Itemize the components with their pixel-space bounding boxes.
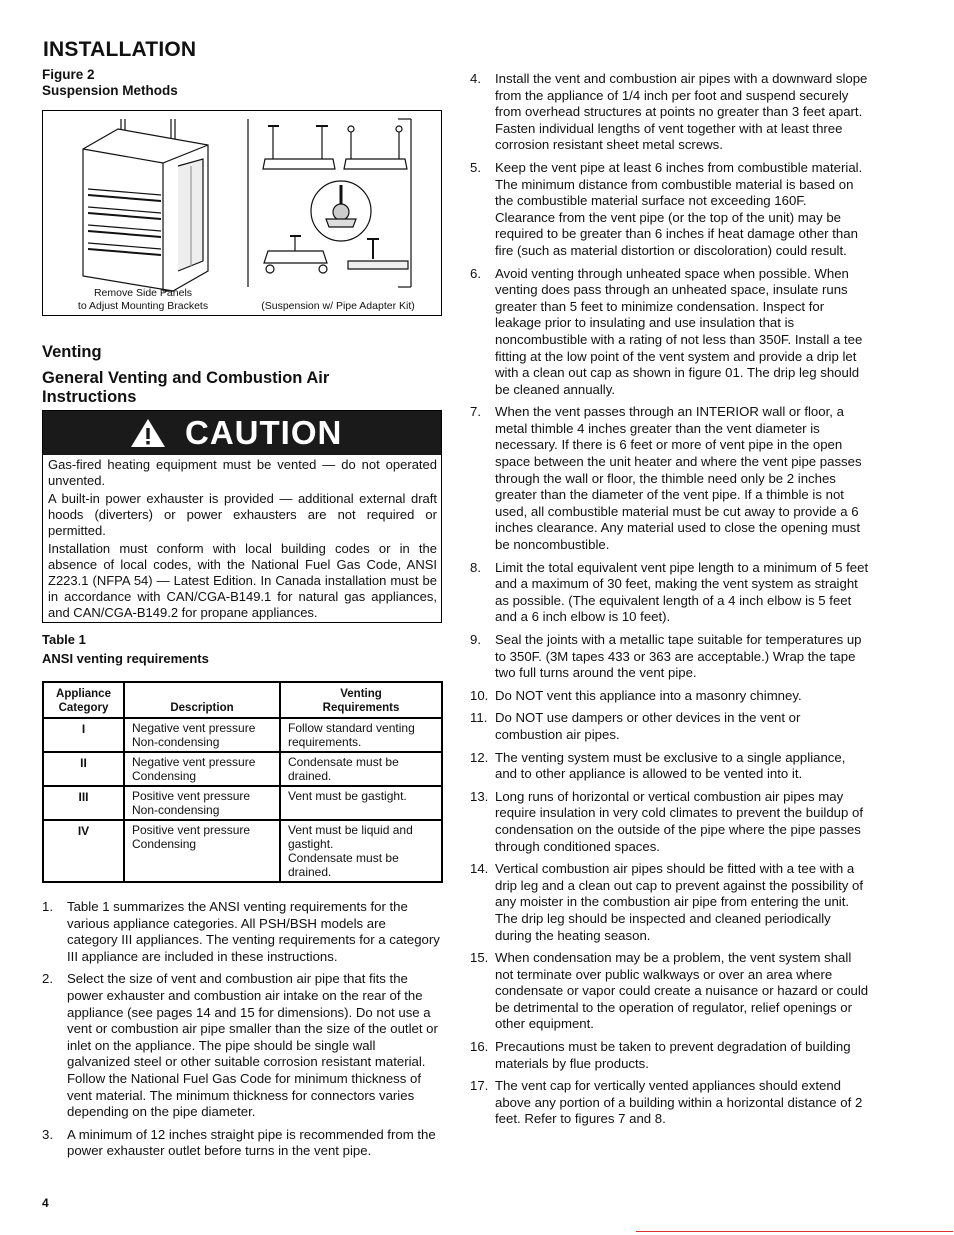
- table-header-row: [43, 682, 442, 718]
- page-title: INSTALLATION: [43, 38, 197, 61]
- requirements-cell: Vent must be liquid and gastight. Condensate must be drained.: [280, 820, 442, 882]
- table-row: [43, 820, 442, 882]
- caution-body: [43, 455, 441, 621]
- list-item: 2. Select the size of vent and combustion air pipe that fits the power exhauster and combustion air intake on the rear of the appliance (see pages 14 and 15 for dimensions). Do not use a vent or combustion air pipe smaller than the size of the outlet or inlet on the appliance. The pipe should be single wall galvanized steel or other suitable corrosion resistant material. Follow the National Fuel Gas Code for minimum thickness of vent material. The minimum thickness for connectors varies depending on the pipe diameter.: [42, 971, 438, 1120]
- category-cell: III: [43, 786, 124, 820]
- list-item: 3. A minimum of 12 inches straight pipe is recommended from the power exhauster outlet before turns in the vent pipe.: [42, 1126, 436, 1159]
- caution-header: [43, 411, 441, 455]
- table-caption: [42, 630, 209, 668]
- description-cell: Negative vent pressure Non-condensing: [124, 718, 280, 752]
- page-number: 4: [42, 1196, 49, 1210]
- list-item: 14. Vertical combustion air pipes should be fitted with a tee with a drip leg and a clean out cap to prevent against the possibility of any moister in the combustion air pipe from entering the unit. The drip leg should be inspected and cleaned periodically during the heating season.: [470, 861, 864, 943]
- table-title: ANSI venting requirements: [42, 651, 209, 666]
- figure-suspension-methods: [42, 110, 442, 316]
- list-item: 4. Install the vent and combustion air pipes with a downward slope from the appliance of 1/4 inch per foot and suspend securely from overhead structures at points no greater than 3 feet apart. Fasten individual lengths of vent together with at least three corrosion resistant sheet metal screws.: [470, 71, 868, 153]
- table-row: [43, 718, 442, 752]
- category-cell: II: [43, 752, 124, 786]
- list-item: 8. Limit the total equivalent vent pipe length to a minimum of 5 feet and a maximum of 30 feet, making the vent system as straight as possible. (The equivalent length of a 4 inch elbow is 5 feet and a 6 inch elbow is 10 feet).: [470, 559, 869, 625]
- list-item: 17. The vent cap for vertically vented appliances should extend above any portion of a building within a horizontal distance of 2 feet. Refer to figures 7 and 8.: [470, 1078, 863, 1127]
- unit-heater-drawing: [83, 119, 208, 291]
- ansi-venting-table: [42, 681, 443, 883]
- requirements-cell: Follow standard venting requirements.: [280, 718, 442, 752]
- instructions-list-left: [42, 899, 440, 1166]
- suspension-illustration: [43, 111, 441, 315]
- figure-right-label: (Suspension w/ Pipe Adapter Kit): [261, 300, 415, 312]
- list-item: 15. When condensation may be a problem, the vent system shall not terminate over public walkways or over an area where condensate or vapor could create a nuisance or hazard or could be detrimental to the operation of regulator, relief openings or other equipment.: [470, 950, 869, 1032]
- venting-subheading: General Venting and Combustion Air Instructions: [42, 369, 330, 406]
- category-cell: IV: [43, 820, 124, 882]
- warning-triangle-icon: [129, 417, 167, 449]
- figure-left-label: Remove Side Panels to Adjust Mounting Brackets: [77, 287, 209, 312]
- figure-title: Suspension Methods: [42, 83, 178, 98]
- pipe-adapter-drawing: [248, 119, 411, 287]
- instructions-list-right: [470, 71, 870, 1134]
- list-item: 16. Precautions must be taken to prevent degradation of building materials by flue products.: [470, 1039, 851, 1071]
- caution-paragraph: Gas-fired heating equipment must be vented — do not operated unvented.: [48, 457, 437, 488]
- footer-accent-line: [636, 1231, 953, 1232]
- col-header-description: Description: [124, 682, 280, 718]
- col-header-requirements: Venting Requirements: [280, 682, 442, 718]
- category-cell: I: [43, 718, 124, 752]
- figure-caption: [42, 67, 178, 99]
- table-row: [43, 752, 442, 786]
- list-item: 7. When the vent passes through an INTERIOR wall or floor, a metal thimble 4 inches greater than the vent diameter is necessary. If there is 6 feet or more of vent pipe in the open space between the unit heater and where the vent pipe passes through the wall or floor, the thimble need only be 2 inches greater than the diameter of the vent pipe. If a thimble is not used, all combustible material must be cut away to provide a 6 inches clearance. Any material used to close the opening must be noncombustible.: [470, 404, 862, 553]
- caution-paragraph: Installation must conform with local building codes or in the absence of local codes, with the National Fuel Gas Code, ANSI Z223.1 (NFPA 54) — Latest Edition. In Canada installation must be in accordance with CAN/CGA-B149.1 for natural gas appliances, and CAN/CGA-B149.2 for propane appliances.: [48, 541, 437, 620]
- list-item: 1. Table 1 summarizes the ANSI venting requirements for the various appliance categories. All PSH/BSH models are category III appliances. The venting requirements for a category III appliance are included in these instructions.: [42, 899, 440, 964]
- venting-heading: Venting: [42, 343, 102, 361]
- requirements-cell: Vent must be gastight.: [280, 786, 442, 820]
- list-item: 6. Avoid venting through unheated space when possible. When venting does pass through an unheated space, insulate runs greater than 5 feet to minimize condensation. Inspect for leakage prior to insulating and use insulation that is noncombustible with a rating of not less than 350F. Install a tee fitting at the low point of the vent system and provide a drip let with a clean out cap as shown in figure 01. The drip leg should be cleaned annually.: [470, 265, 863, 397]
- table-row: [43, 786, 442, 820]
- caution-box: [42, 410, 442, 623]
- caution-paragraph: A built-in power exhauster is provided — additional external draft hoods (diverters) or power exhausters are not required or permitted.: [48, 491, 437, 538]
- list-item: 9. Seal the joints with a metallic tape suitable for temperatures up to 350F. (3M tapes 433 or 363 are acceptable.) Wrap the tape two full turns around the vent pipe.: [470, 632, 862, 681]
- list-item: 10. Do NOT vent this appliance into a masonry chimney.: [470, 687, 802, 703]
- description-cell: Negative vent pressure Condensing: [124, 752, 280, 786]
- list-item: 13. Long runs of horizontal or vertical combustion air pipes may require insulation in very cold climates to prevent the buildup of condensation on the outside of the pipe where the pipe passes through conditioned spaces.: [470, 788, 863, 854]
- list-item: 11. Do NOT use dampers or other devices in the vent or combustion air pipes.: [470, 710, 801, 742]
- list-item: 5. Keep the vent pipe at least 6 inches from combustible material. The minimum distance from combustible material is based on the combustible material surface not exceeding 160F. Clearance from the vent pipe (or the top of the unit) may be required to be greater than 6 inches if heat damage other than fire (such as material distortion or discoloration) could result.: [470, 159, 863, 258]
- figure-number: Figure 2: [42, 67, 95, 82]
- description-cell: Positive vent pressure Non-condensing: [124, 786, 280, 820]
- table-number: Table 1: [42, 632, 86, 647]
- col-header-category: Appliance Category: [43, 682, 124, 718]
- list-item: 12. The venting system must be exclusive to a single appliance, and to other appliance is allowed to be vented into it.: [470, 749, 846, 782]
- requirements-cell: Condensate must be drained.: [280, 752, 442, 786]
- caution-title: CAUTION: [185, 414, 343, 451]
- description-cell: Positive vent pressure Condensing: [124, 820, 280, 882]
